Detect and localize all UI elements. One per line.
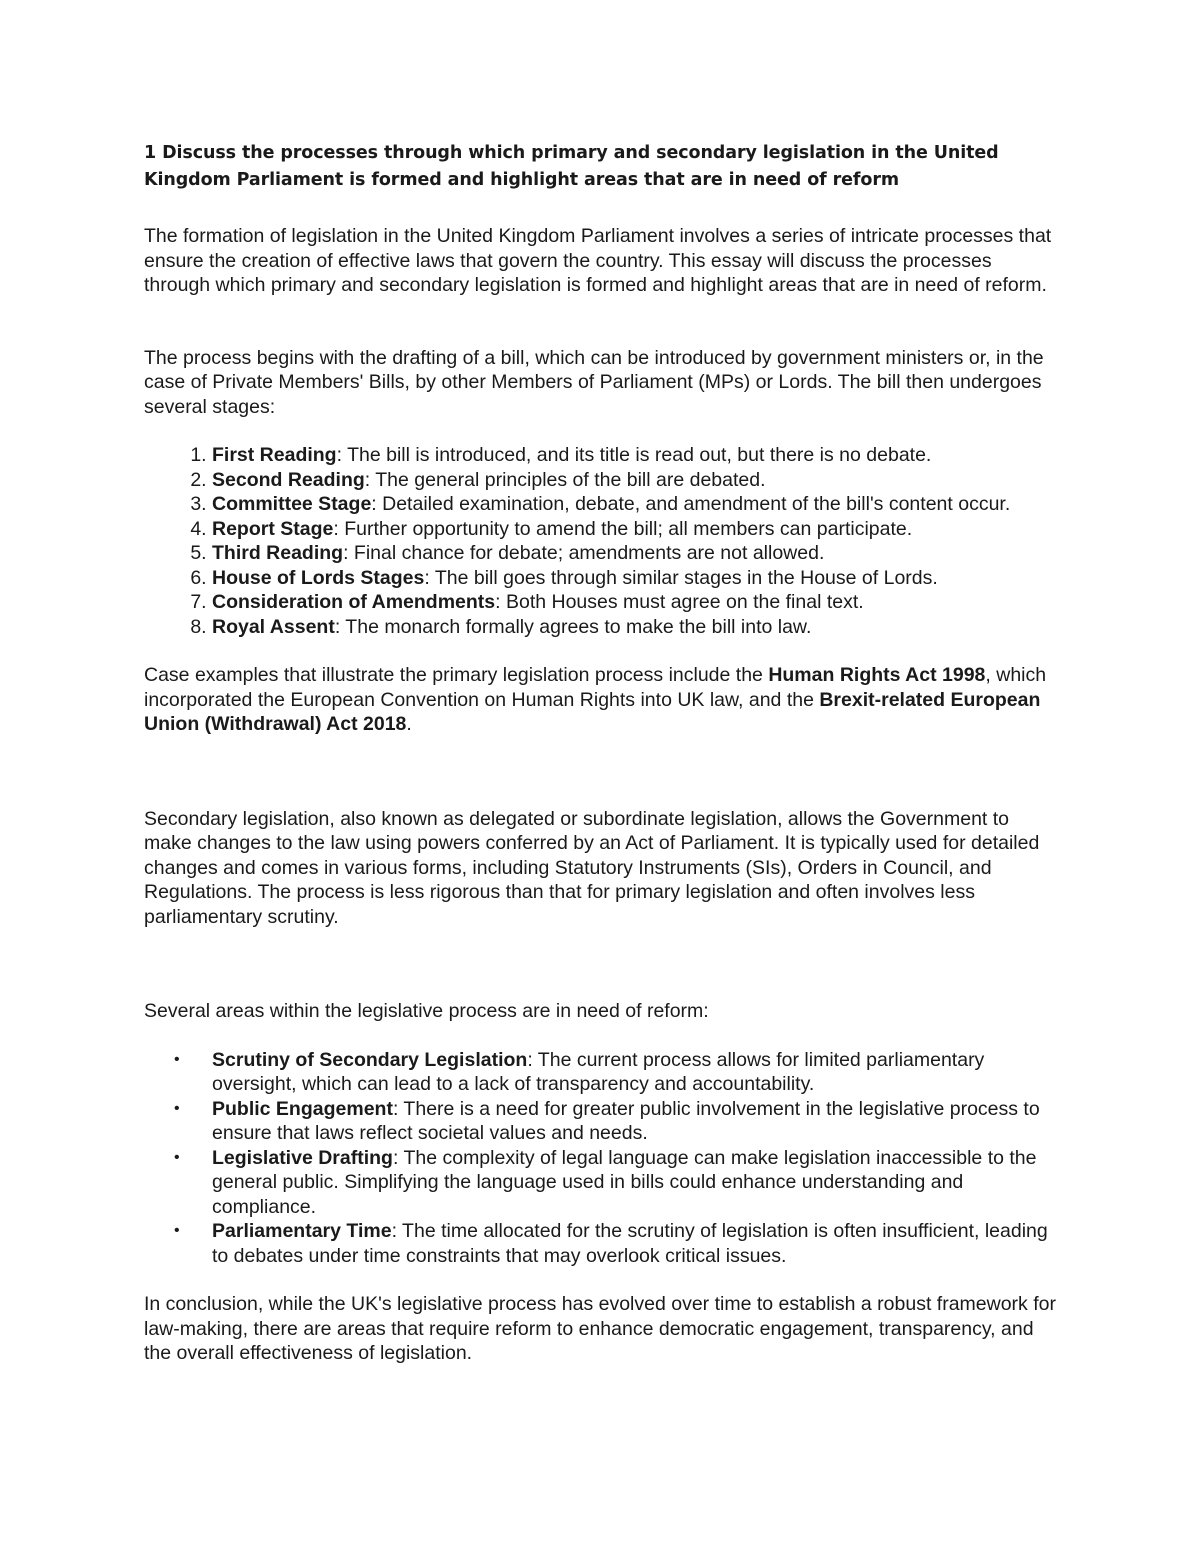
stage-item bbox=[212, 492, 1056, 517]
reform-text: : There is a need for greater public involvement in the legislative process to ensure that laws reflect societal values and needs. bbox=[212, 1097, 1040, 1144]
stage-term: Consideration of Amendments bbox=[212, 591, 496, 613]
essay-title: 1 Discuss the processes through which primary and secondary legislation in the United Kingdom Parliament is formed and highlight areas that are in need of reform bbox=[144, 143, 999, 190]
bullet-icon: • bbox=[174, 1099, 180, 1117]
case-act-2: Brexit-related European Union (Withdrawal) Act 2018 bbox=[144, 688, 1041, 735]
stage-text: : The monarch formally agrees to make the bill into law. bbox=[334, 615, 812, 638]
reform-intro-paragraph: Several areas within the legislative process are in need of reform: bbox=[144, 1000, 709, 1022]
case-text-2: , which incorporated the European Convention on Human Rights into UK law, and the bbox=[144, 664, 1047, 711]
stage-text: : Further opportunity to amend the bill; all members can participate. bbox=[333, 517, 913, 540]
bullet-icon: • bbox=[174, 1222, 180, 1239]
reform-text: : The current process allows for limited parliamentary oversight, which can lead to a lack of transparency and accountability. bbox=[212, 1048, 985, 1095]
reform-item bbox=[174, 1097, 1056, 1146]
stage-term: First Reading bbox=[212, 444, 337, 466]
secondary-legislation-paragraph: Secondary legislation, also known as delegated or subordinate legislation, allows the Government to make changes to the law using powers conferred by an Act of Parliament. It is typically used for detailed changes and comes in various forms, including Statutory Instruments (SIs), Orders in Council, and Regulations. The process is less rigorous than that for primary legislation and often involves less parliamentary scrutiny. bbox=[144, 807, 1040, 928]
stage-item bbox=[212, 590, 1056, 615]
stage-text: : Detailed examination, debate, and amendment of the bill's content occur. bbox=[371, 493, 1011, 515]
stage-item bbox=[212, 566, 1056, 591]
reform-term: Parliamentary Time bbox=[212, 1220, 392, 1242]
bullet-icon: • bbox=[174, 1050, 180, 1068]
case-text-3: . bbox=[406, 713, 412, 735]
stage-item bbox=[212, 443, 1056, 468]
intro-paragraph: The formation of legislation in the United Kingdom Parliament involves a series of intricate processes that ensure the creation of effective laws that govern the country. This essay will discuss the processes through which primary and secondary legislation is formed and highlight areas that are in need of reform. bbox=[144, 225, 1052, 296]
process-intro-paragraph: The process begins with the drafting of a bill, which can be introduced by government ministers or, in the case of Private Members' Bills, by other Members of Parliament (MPs) or Lords. The bill then undergoes several stages: bbox=[144, 346, 1044, 418]
stage-item bbox=[212, 541, 1056, 566]
bullet-icon: • bbox=[174, 1148, 180, 1166]
reform-item bbox=[174, 1219, 1056, 1268]
reform-item bbox=[174, 1146, 1056, 1220]
stage-term: Report Stage bbox=[212, 517, 334, 540]
stage-term: House of Lords Stages bbox=[212, 566, 425, 589]
document-body bbox=[144, 140, 1056, 1366]
reform-text: : The complexity of legal language can make legislation inaccessible to the general public. Simplifying the language used in bills could enhance understanding and compliance. bbox=[212, 1146, 1037, 1218]
stage-text: : The general principles of the bill are debated. bbox=[364, 468, 766, 491]
stage-text: : The bill is introduced, and its title is read out, but there is no debate. bbox=[336, 444, 932, 466]
stage-item bbox=[212, 517, 1056, 542]
stage-text: : The bill goes through similar stages in the House of Lords. bbox=[424, 566, 938, 589]
stage-term: Second Reading bbox=[212, 468, 365, 491]
reform-term: Scrutiny of Secondary Legislation bbox=[212, 1048, 528, 1071]
legislative-stages-list bbox=[144, 443, 1056, 639]
reform-item bbox=[174, 1048, 1056, 1097]
stage-term: Committee Stage bbox=[212, 493, 372, 515]
stage-text: : Both Houses must agree on the final text. bbox=[495, 591, 864, 613]
stage-text: : Final chance for debate; amendments are not allowed. bbox=[343, 542, 825, 564]
reform-text: : The time allocated for the scrutiny of legislation is often insufficient, leading to debates under time constraints that may overlook critical issues. bbox=[212, 1220, 1048, 1267]
reform-areas-list bbox=[144, 1048, 1056, 1269]
reform-term: Legislative Drafting bbox=[212, 1146, 393, 1169]
stage-term: Third Reading bbox=[212, 542, 344, 564]
stage-item bbox=[212, 615, 1056, 640]
case-act-1: Human Rights Act 1998 bbox=[768, 664, 986, 686]
stage-term: Royal Assent bbox=[212, 615, 335, 638]
case-examples-paragraph bbox=[144, 663, 1056, 737]
reform-term: Public Engagement bbox=[212, 1097, 393, 1120]
conclusion-paragraph: In conclusion, while the UK's legislative process has evolved over time to establish a robust framework for law-making, there are areas that require reform to enhance democratic engagement, transparency, and the overall effectiveness of legislation. bbox=[144, 1293, 1056, 1364]
case-text-1: Case examples that illustrate the primary legislation process include the bbox=[144, 664, 769, 686]
stage-item bbox=[212, 468, 1056, 493]
